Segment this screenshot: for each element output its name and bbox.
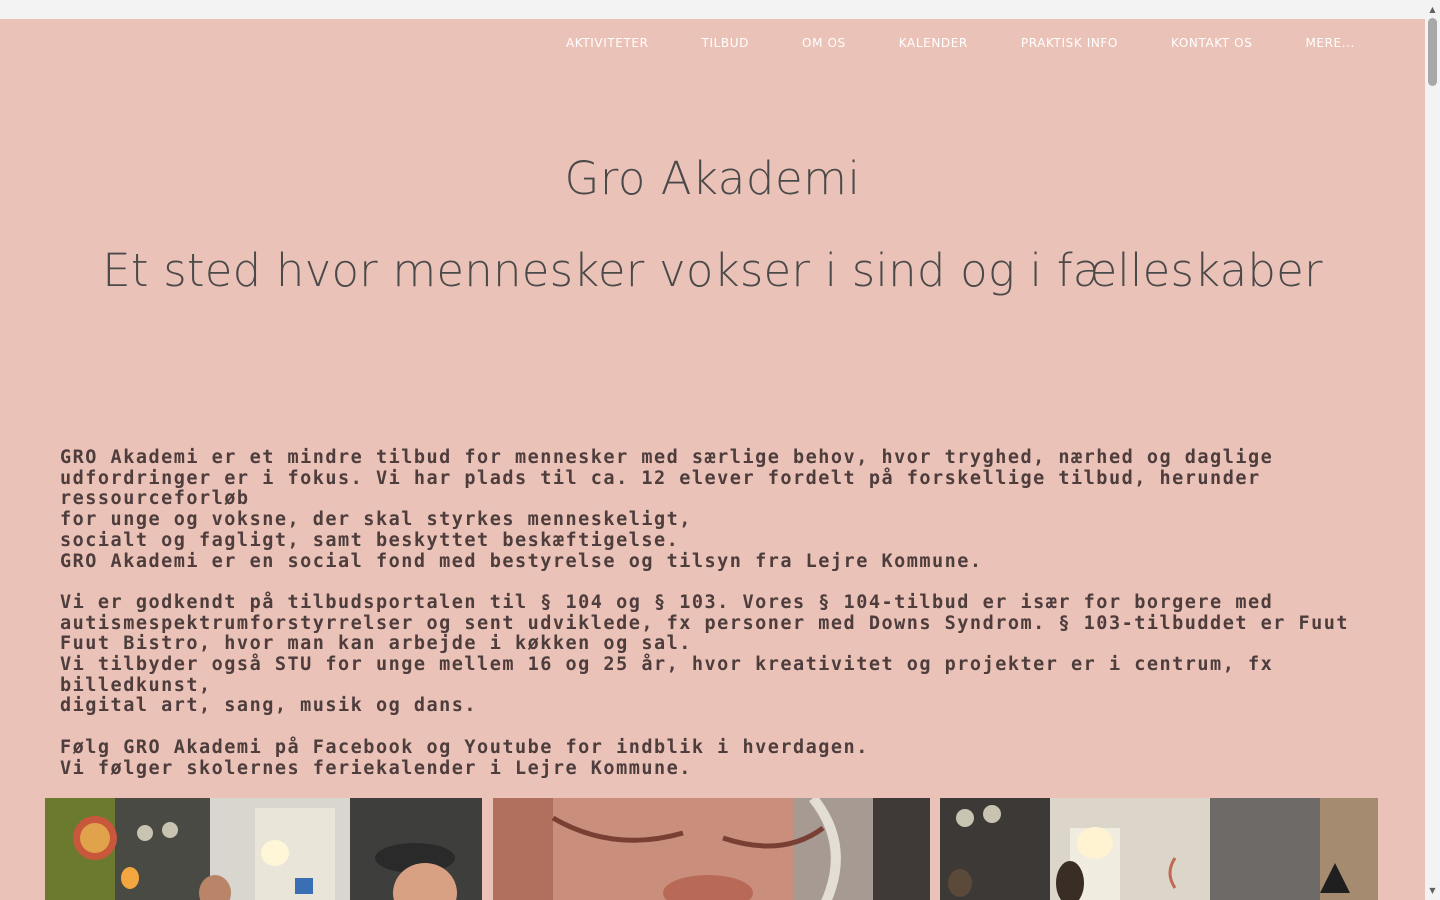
paragraph-gap <box>60 572 1370 593</box>
site-title: Gro Akademi <box>564 152 861 205</box>
nav-item-tilbud[interactable]: TILBUD <box>701 36 749 50</box>
nav-item-mere[interactable]: MERE... <box>1305 36 1355 50</box>
photo-gallery <box>45 798 1378 900</box>
intro-line: GRO Akademi er en social fond med bestyrelse og tilsyn fra Lejre Kommune. <box>60 550 983 572</box>
smiling-person-image <box>493 798 930 900</box>
gallery-photo-cafe-people[interactable] <box>45 798 482 900</box>
intro-line: for unge og voksne, der skal styrkes menneskeligt, <box>60 509 692 531</box>
intro-line: GRO Akademi er et mindre tilbud for mennesker med særlige behov, hvor tryghed, nærhed og daglige <box>60 447 1274 468</box>
intro-line: autismespektrumforstyrrelser og sent udviklede, fx personer med Downs Syndrom. § 103-tilbuddet er Fuut <box>60 612 1350 634</box>
nav-item-kontakt-os[interactable]: KONTAKT OS <box>1171 36 1253 50</box>
nav-item-om-os[interactable]: OM OS <box>802 36 846 50</box>
scrollbar-thumb[interactable] <box>1428 18 1437 86</box>
site-tagline: Et sted hvor mennesker vokser i sind og i fælleskaber <box>102 244 1323 297</box>
intro-line: Vi er godkendt på tilbudsportalen til § 104 og § 103. Vores § 104-tilbud er især for borgere med <box>60 591 1274 613</box>
browser-top-strip <box>0 0 1440 19</box>
intro-line: Vi følger skolernes feriekalender i Lejre Kommune. <box>60 757 692 779</box>
intro-line: Følg GRO Akademi på Facebook og Youtube for indblik i hverdagen. <box>60 736 869 758</box>
paragraph-gap <box>60 717 1370 738</box>
cafe-people-image <box>45 798 482 900</box>
intro-line: udfordringer er i fokus. Vi har plads til ca. 12 elever fordelt på forskellige tilbud, herunder ressourceforløb <box>60 467 1261 510</box>
gallery-photo-cafe-musician[interactable] <box>940 798 1378 900</box>
page-viewport <box>0 19 1425 900</box>
scroll-up-arrow-icon[interactable]: ▲ <box>1429 5 1436 14</box>
intro-text <box>60 448 1370 779</box>
nav-item-aktiviteter[interactable]: AKTIVITETER <box>566 36 649 50</box>
nav-item-praktisk-info[interactable]: PRAKTISK INFO <box>1020 36 1118 50</box>
intro-line: Vi tilbyder også STU for unge mellem 16 og 25 år, hvor kreativitet og projekter er i centrum, fx billedkunst, <box>60 654 1274 696</box>
gallery-photo-smiling-person[interactable] <box>493 798 930 900</box>
intro-line: Fuut Bistro, hvor man kan arbejde i køkken og sal. <box>60 633 692 655</box>
intro-line: digital art, sang, musik og dans. <box>60 695 478 717</box>
main-nav <box>540 36 1381 50</box>
scroll-down-arrow-icon[interactable]: ▼ <box>1429 886 1436 895</box>
intro-line: socialt og fagligt, samt beskyttet beskæftigelse. <box>60 529 680 551</box>
page-scrollbar[interactable] <box>1425 0 1440 900</box>
cafe-musician-image <box>940 798 1378 900</box>
nav-item-kalender[interactable]: KALENDER <box>898 36 968 50</box>
